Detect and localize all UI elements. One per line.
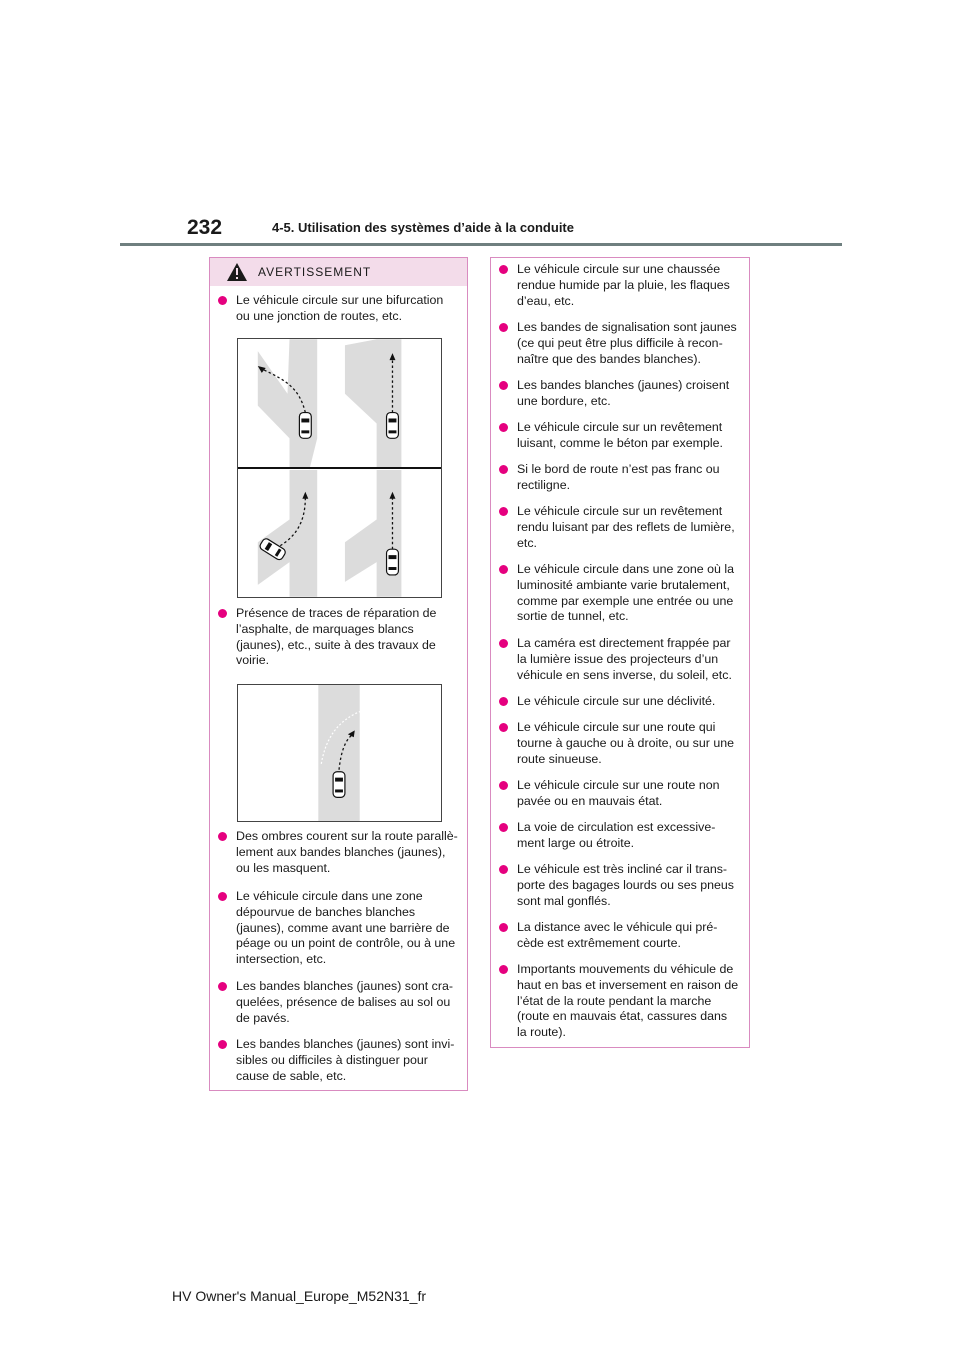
list-item: Le véhicule circule sur un revêtement luisant, comme le béton par exemple.	[499, 420, 745, 452]
list-item: Le véhicule circule sur un revêtement rendu luisant par des reflets de lumière, etc.	[499, 504, 745, 551]
list-item: Des ombres courent sur la route parallè- lement aux bandes blanches (jaunes), ou les masquent.	[218, 829, 463, 876]
list-item: La distance avec le véhicule qui pré- cède est extrêmement courte.	[499, 920, 745, 952]
section-title: 4-5. Utilisation des systèmes d’aide à la conduite	[272, 220, 574, 235]
list-item: La voie de circulation est excessive- ment large ou étroite.	[499, 820, 745, 852]
figure-repair-traces	[237, 684, 442, 822]
warning-header	[210, 258, 467, 286]
warning-box-right	[490, 257, 750, 1048]
bullet-icon	[499, 265, 508, 274]
list-item: Le véhicule circule sur une déclivité.	[499, 694, 745, 710]
bullet-icon	[499, 965, 508, 974]
header-rule	[120, 243, 842, 246]
bullet-icon	[499, 823, 508, 832]
footer-manual-id: HV Owner's Manual_Europe_M52N31_fr	[172, 1288, 427, 1304]
list-item: Le véhicule circule sur une route non pavée ou en mauvais état.	[499, 778, 745, 810]
list-item: La caméra est directement frappée par la lumière issue des projecteurs d’un véhicule en sens inverse, du soleil, etc.	[499, 636, 745, 683]
bullet-icon	[499, 381, 508, 390]
page-number: 232	[187, 216, 223, 239]
bullet-icon	[218, 982, 227, 991]
list-item: Le véhicule circule sur une route qui tourne à gauche ou à droite, ou sur une route sinueuse.	[499, 720, 745, 767]
list-item: Le véhicule circule dans une zone où la luminosité ambiante varie brutalement, comme par exemple une entrée ou une sortie de tunnel, etc.	[499, 562, 745, 625]
list-item: Les bandes blanches (jaunes) sont cra- quelées, présence de balises au sol ou de pavés.	[218, 979, 463, 1026]
list-item: Présence de traces de réparation de l’asphalte, de marquages blancs (jaunes), etc., suite à des travaux de voirie.	[218, 606, 463, 669]
road-split-left	[258, 339, 317, 470]
list-item: Le véhicule est très incliné car il trans- porte des bagages lourds ou ses pneus sont mal gonflés.	[499, 862, 745, 909]
bullet-icon	[218, 609, 227, 618]
bullet-icon	[499, 323, 508, 332]
bullet-icon	[218, 892, 227, 901]
warning-triangle-icon	[226, 262, 248, 282]
bullet-icon	[499, 565, 508, 574]
warning-title: AVERTISSEMENT	[258, 265, 372, 279]
list-item: Les bandes blanches (jaunes) sont invi- sibles ou difficiles à distinguer pour cause de sable, etc.	[218, 1037, 463, 1084]
bullet-icon	[499, 639, 508, 648]
bullet-icon	[218, 296, 227, 305]
bullet-icon	[499, 423, 508, 432]
list-item: Le véhicule circule sur une bifurcation ou une jonction de routes, etc.	[218, 293, 463, 325]
bullet-icon	[218, 1040, 227, 1049]
bullet-icon	[499, 465, 508, 474]
bullet-icon	[499, 923, 508, 932]
list-item: Le véhicule circule sur une chaussée rendue humide par la pluie, les flaques d’eau, etc.	[499, 262, 745, 309]
list-item: Les bandes blanches (jaunes) croisent une bordure, etc.	[499, 378, 745, 410]
bullet-icon	[499, 697, 508, 706]
bullet-icon	[499, 865, 508, 874]
bullet-icon	[218, 832, 227, 841]
bullet-icon	[499, 507, 508, 516]
list-item: Le véhicule circule dans une zone dépourvue de banches blanches (jaunes), comme avant une barrière de péage ou un point de contrôle, ou à une intersection, etc.	[218, 889, 463, 968]
bullet-icon	[499, 781, 508, 790]
warning-box-left	[209, 257, 468, 1091]
road-merge-left	[258, 470, 317, 597]
list-item: Les bandes de signalisation sont jaunes (ce qui peut être plus difficile à recon- naître que des bandes blanches).	[499, 320, 745, 367]
list-item: Importants mouvements du véhicule de haut en bas et inversement en raison de l’état de la route pendant la marche (route en mauvais état, cassures dans la route).	[499, 962, 745, 1041]
list-item: Si le bord de route n’est pas franc ou rectiligne.	[499, 462, 745, 494]
figure-bifurcation	[237, 338, 442, 598]
bullet-icon	[499, 723, 508, 732]
